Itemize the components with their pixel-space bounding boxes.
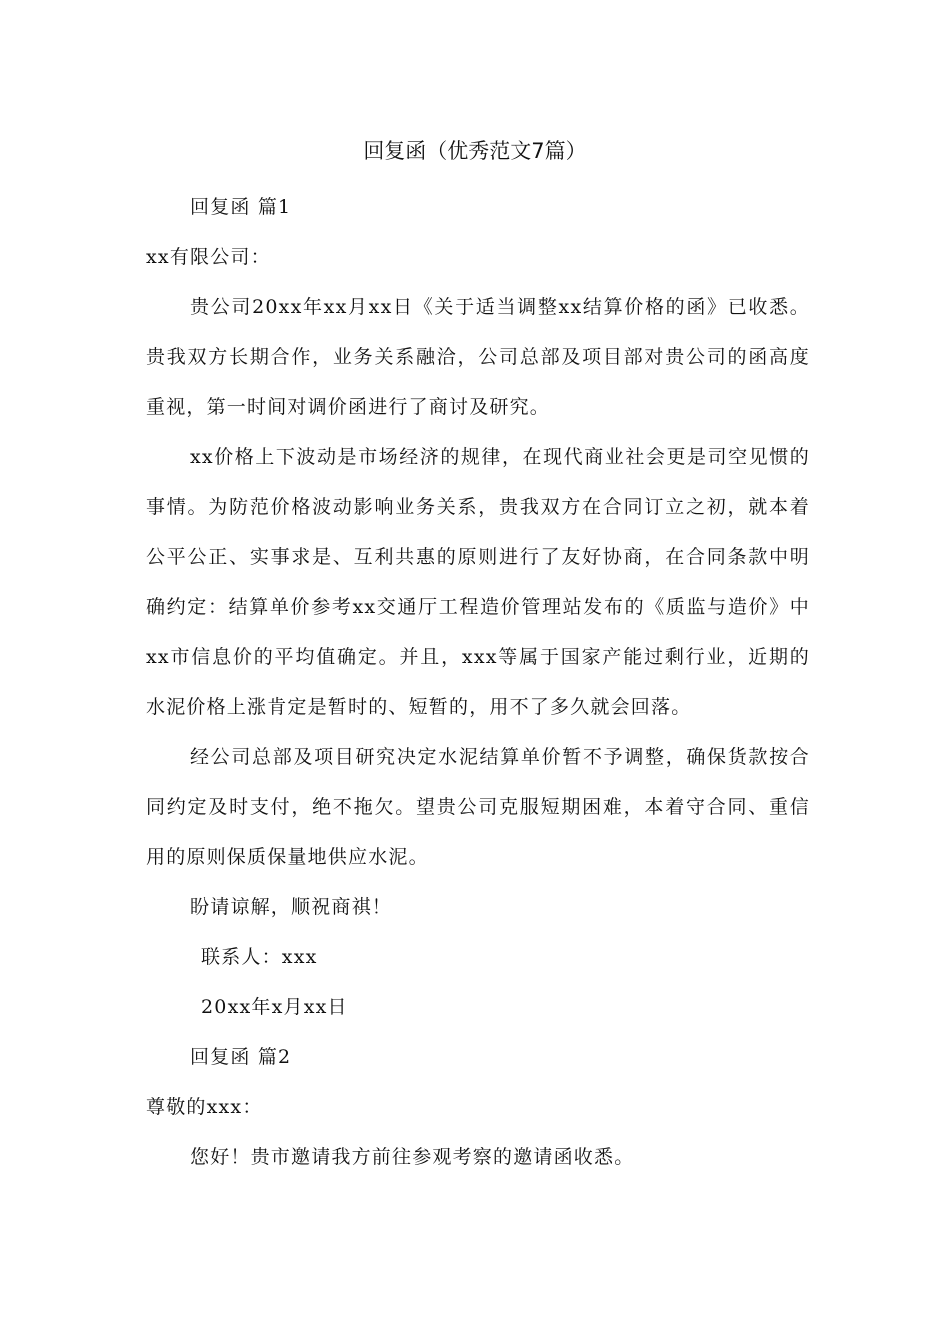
paragraph-1-2: xx价格上下波动是市场经济的规律，在现代商业社会更是司空见惯的事情。为防范价格波动影响业务关系，贵我双方在合同订立之初，就本着公平公正、实事求是、互利共惠的原则进行了友好协商，在合同条款中明确约定：结算单价参考xx交通厅工程造价管理站发布的《质监与造价》中xx市信息价的平均值确定。并且，xxx等属于国家产能过剩行业，近期的水泥价格上涨肯定是暂时的、短暂的，用不了多久就会回落。 xyxy=(146,446,810,718)
salutation-2: 尊敬的xxx： xyxy=(146,1096,263,1118)
contact-1: 联系人：xxx xyxy=(201,946,318,968)
section-heading-1: 回复函 篇1 xyxy=(190,196,292,218)
date-1: 20xx年x月xx日 xyxy=(201,996,348,1018)
closing-1: 盼请谅解，顺祝商祺！ xyxy=(190,896,393,918)
salutation-1: xx有限公司： xyxy=(146,246,271,268)
section-heading-2: 回复函 篇2 xyxy=(190,1046,292,1068)
document-title: 回复函（优秀范文7篇） xyxy=(363,139,587,163)
paragraph-1-1: 贵公司20xx年xx月xx日《关于适当调整xx结算价格的函》已收悉。贵我双方长期合作，业务关系融洽，公司总部及项目部对贵公司的函高度重视，第一时间对调价函进行了商讨及研究。 xyxy=(146,296,810,418)
paragraph-2-1: 您好！贵市邀请我方前往参观考察的邀请函收悉。 xyxy=(190,1146,635,1168)
document-body xyxy=(146,182,810,1182)
paragraph-1-3: 经公司总部及项目研究决定水泥结算单价暂不予调整，确保货款按合同约定及时支付，绝不拖欠。望贵公司克服短期困难，本着守合同、重信用的原则保质保量地供应水泥。 xyxy=(146,746,810,868)
